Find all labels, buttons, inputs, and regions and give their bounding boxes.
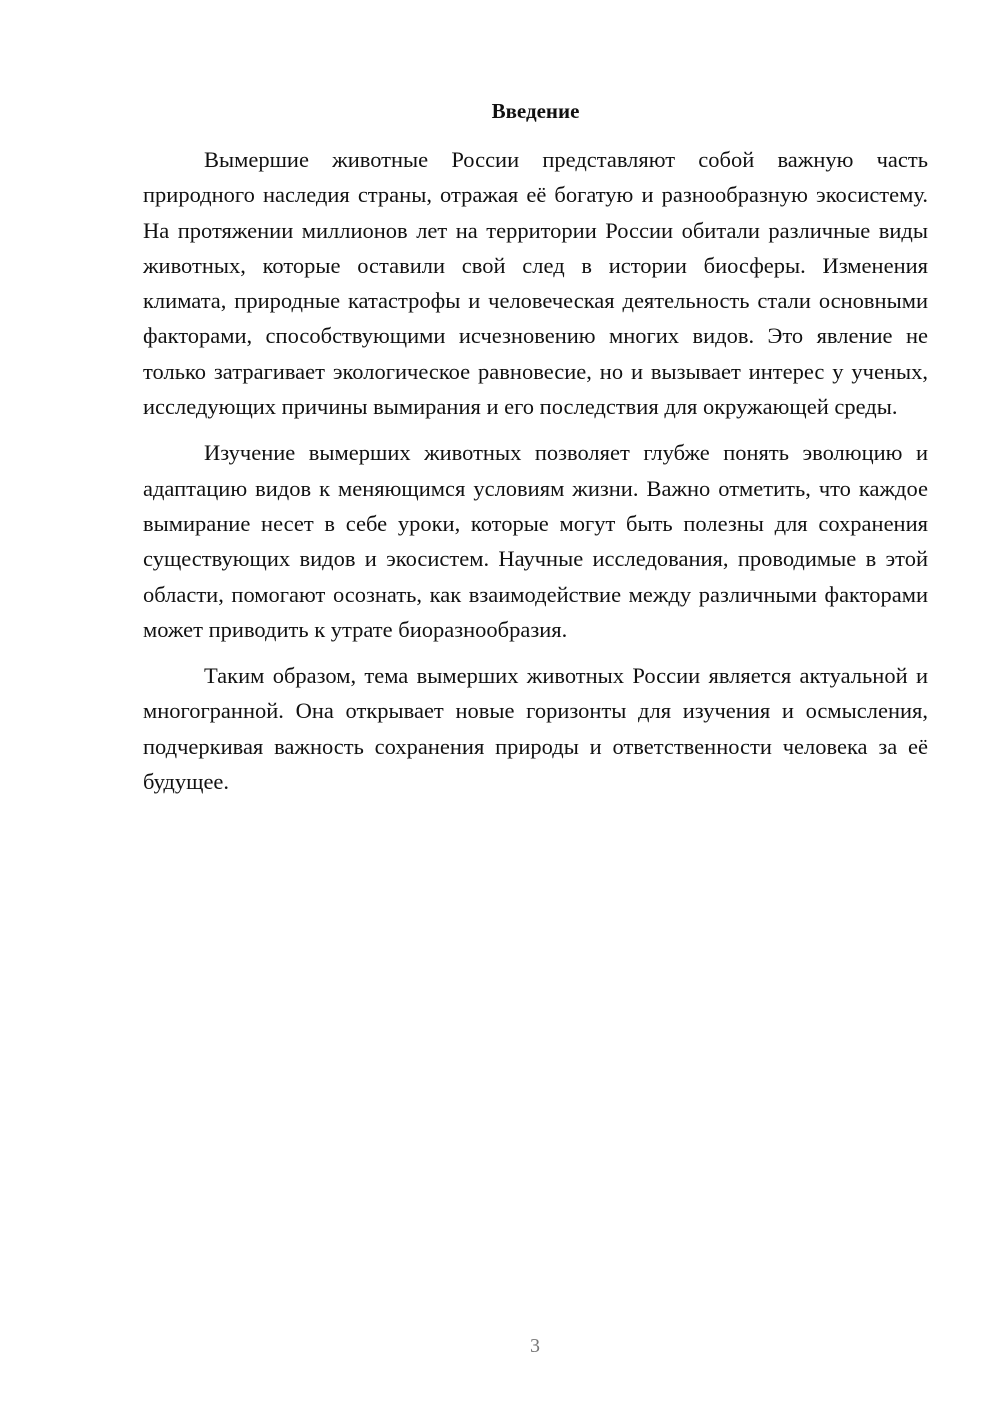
page-number: 3 bbox=[530, 1335, 540, 1357]
section-heading: Введение bbox=[491, 99, 580, 123]
paragraph-3: Таким образом, тема вымерших животных России является актуальной и многогранной. Она открывает новые горизонты для изучения и осмысления, подчеркивая важность сохранения природы и ответственности человека за её будущее. bbox=[143, 663, 928, 795]
paragraph-2: Изучение вымерших животных позволяет глубже понять эволюцию и адаптацию видов к меняющимся условиям жизни. Важно отметить, что каждое вымирание несет в себе уроки, которые могут быть полезны для сохранения существующих видов и экосистем. Научные исследования, проводимые в этой области, помогают осознать, как взаимодействие между различными факторами может приводить к утрате биоразнообразия. bbox=[143, 440, 928, 642]
body-text bbox=[143, 142, 928, 799]
paragraph-1: Вымершие животные России представляют собой важную часть природного наследия страны, отражая её богатую и разнообразную экосистему. На протяжении миллионов лет на территории России обитали различные виды животных, которые оставили свой след в истории биосферы. Изменения климата, природные катастрофы и человеческая деятельность стали основными факторами, способствующими исчезновению многих видов. Это явление не только затрагивает экологическое равновесие, но и вызывает интерес у ученых, исследующих причины вымирания и его последствия для окружающей среды. bbox=[143, 147, 928, 420]
